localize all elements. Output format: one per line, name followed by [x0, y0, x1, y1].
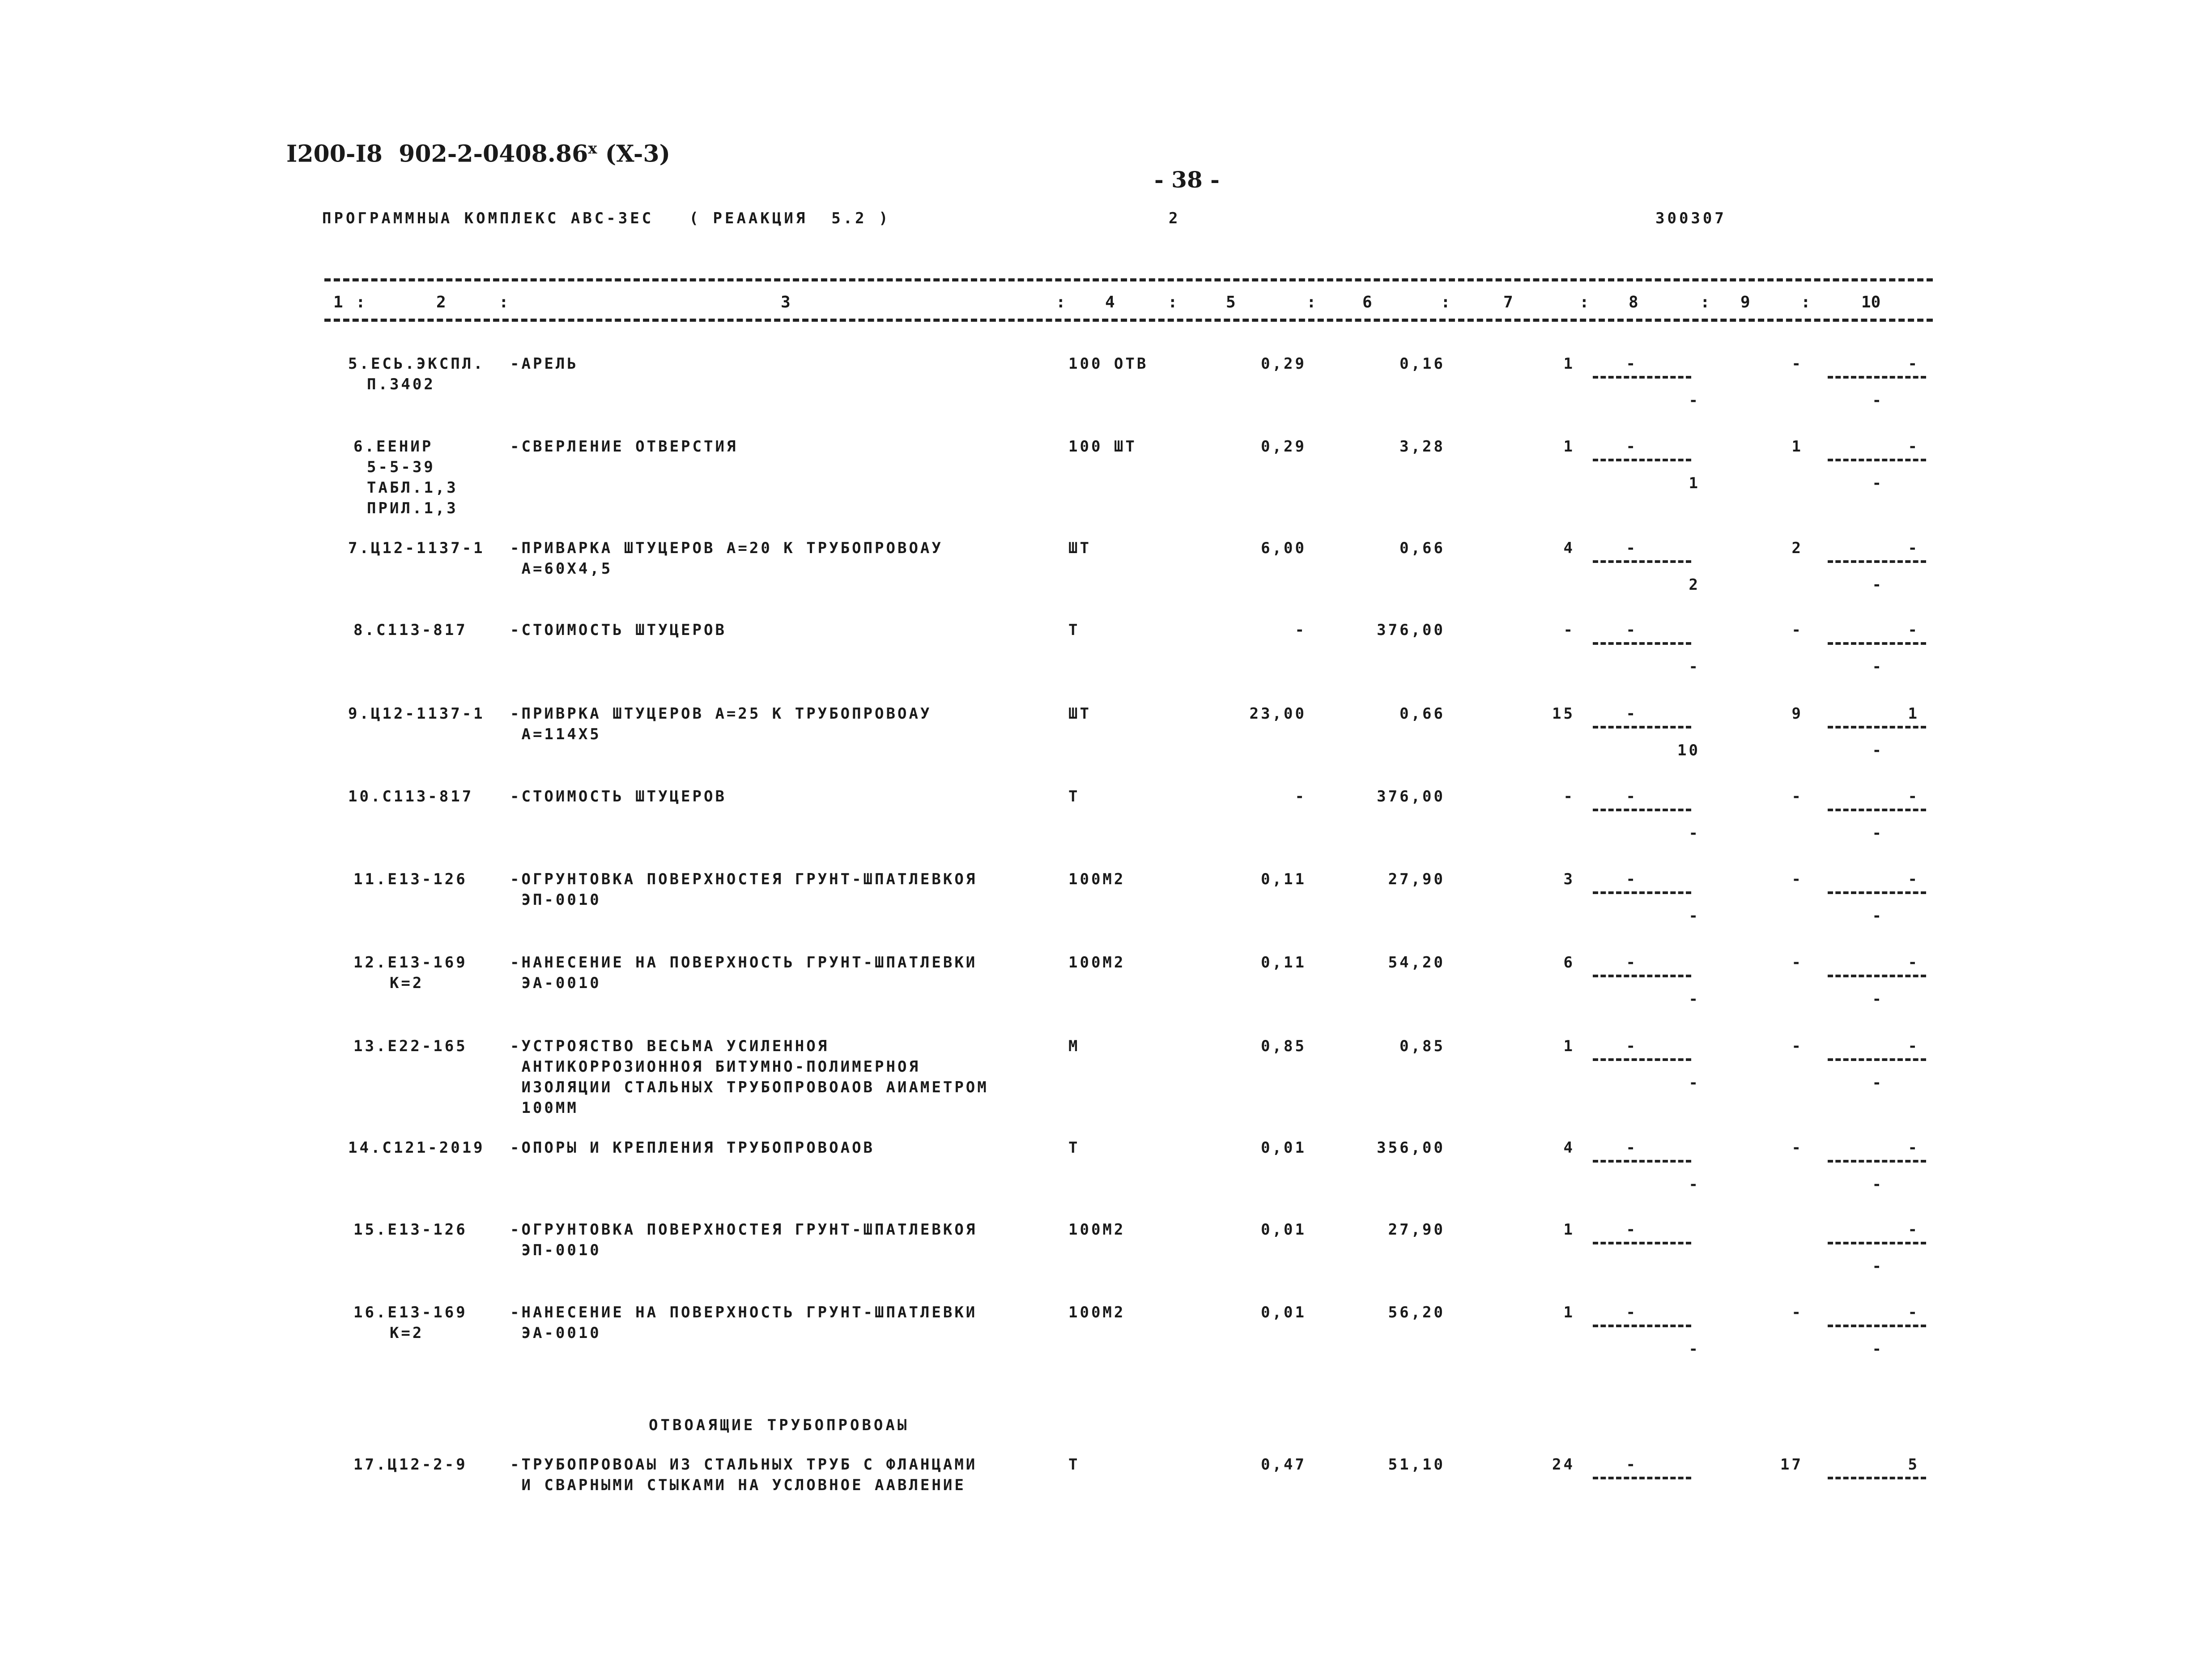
row-quantity: 6,00 — [1261, 539, 1306, 557]
row-col7: 3 — [1563, 870, 1575, 888]
row-col7: 4 — [1563, 1139, 1575, 1157]
row-col8-bottom: - — [1689, 658, 1700, 676]
row-col10-top: - — [1908, 1304, 1919, 1321]
row-code: 17.Ц12-2-9 — [353, 1456, 468, 1474]
document-number: 300307 — [1655, 209, 1727, 227]
row-description: -СТОИМОСТЬ ШТУЦЕРОВ — [510, 788, 727, 805]
row-col9: - — [1791, 954, 1803, 971]
row-unit: ШТ — [1068, 705, 1091, 723]
row-code: 11.Е13-126 — [353, 870, 468, 888]
row-col9: - — [1791, 621, 1803, 639]
row-col7: 15 — [1552, 705, 1575, 723]
row-col8-bottom: - — [1689, 1176, 1700, 1193]
row-description: -ОГРУНТОВКА ПОВЕРХНОСТЕЯ ГРУНТ-ШПАТЛЕВКОЯ ЭП-0010 — [510, 870, 978, 909]
row-col10-bottom: - — [1872, 1176, 1884, 1193]
column-number: 1 — [333, 293, 343, 311]
row-quantity: 0,29 — [1261, 355, 1306, 373]
row-col10-top: - — [1908, 870, 1919, 888]
row-col9: 9 — [1791, 705, 1803, 723]
row-unit-price: 27,90 — [1388, 870, 1445, 888]
row-col8-divider — [1593, 1325, 1691, 1327]
row-quantity: - — [1295, 621, 1306, 639]
row-col8-bottom: - — [1689, 1074, 1700, 1092]
page-index: 2 — [1169, 209, 1181, 227]
row-col10-top: - — [1908, 1139, 1919, 1157]
row-unit: ШТ — [1068, 539, 1091, 557]
row-col10-bottom: - — [1872, 576, 1884, 594]
row-col10-divider — [1828, 809, 1926, 811]
row-code: 8.С113-817 — [353, 621, 468, 639]
column-separator: : — [356, 293, 366, 311]
row-unit-price: 356,00 — [1377, 1139, 1445, 1157]
row-description: -СВЕРЛЕНИЕ ОТВЕРСТИЯ — [510, 438, 738, 456]
row-col10-bottom: - — [1872, 824, 1884, 842]
row-col10-bottom: - — [1872, 474, 1884, 492]
row-unit: Т — [1068, 621, 1080, 639]
row-description: -НАНЕСЕНИЕ НА ПОВЕРХНОСТЬ ГРУНТ-ШПАТЛЕВКИ ЭА-0010 — [510, 954, 978, 992]
row-col10-top: - — [1908, 788, 1919, 805]
row-col8-divider — [1593, 1477, 1691, 1479]
row-code: 9.Ц12-1137-1 — [348, 705, 485, 723]
row-col10-top: - — [1908, 1221, 1919, 1239]
row-col8-divider — [1593, 726, 1691, 729]
column-number: 7 — [1503, 293, 1513, 311]
column-separator: : — [1306, 293, 1316, 311]
column-number: 9 — [1740, 293, 1750, 311]
row-unit: Т — [1068, 1139, 1080, 1157]
column-number: 8 — [1629, 293, 1638, 311]
row-quantity: - — [1295, 788, 1306, 805]
row-code: 12.Е13-169 — [353, 954, 468, 971]
row-col9: - — [1791, 1037, 1803, 1055]
row-col7: 1 — [1563, 1304, 1575, 1321]
row-unit-price: 0,66 — [1400, 539, 1445, 557]
row-code: 13.Е22-165 — [353, 1037, 468, 1055]
row-col10-top: - — [1908, 1037, 1919, 1055]
row-col8-bottom: 2 — [1689, 576, 1700, 594]
row-col8-divider — [1593, 376, 1691, 379]
row-col10-bottom: - — [1872, 1340, 1884, 1358]
row-col8-top: - — [1626, 355, 1638, 373]
row-quantity: 0,01 — [1261, 1221, 1306, 1239]
column-number: 3 — [781, 293, 791, 311]
row-col8-top: - — [1626, 539, 1638, 557]
row-col8-divider — [1593, 1160, 1691, 1163]
row-col10-top: - — [1908, 539, 1919, 557]
row-col8-divider — [1593, 891, 1691, 894]
row-col7: - — [1563, 621, 1575, 639]
row-col10-divider — [1828, 459, 1926, 461]
row-col9: 1 — [1791, 438, 1803, 456]
row-col8-top: - — [1626, 954, 1638, 971]
row-unit-price: 376,00 — [1377, 788, 1445, 805]
row-description: -ОПОРЫ И КРЕПЛЕНИЯ ТРУБОПРОВОАОВ — [510, 1139, 875, 1157]
row-col9: - — [1791, 1139, 1803, 1157]
row-description: -ПРИВАРКА ШТУЦЕРОВ А=20 К ТРУБОПРОВОАУ А=60Х4,5 — [510, 539, 943, 578]
row-col8-divider — [1593, 560, 1691, 563]
row-code-reference: П.3402 — [367, 375, 435, 393]
row-unit-price: 56,20 — [1388, 1304, 1445, 1321]
row-quantity: 0,47 — [1261, 1456, 1306, 1474]
row-quantity: 23,00 — [1249, 705, 1306, 723]
row-unit: М — [1068, 1037, 1080, 1055]
row-unit-price: 54,20 — [1388, 954, 1445, 971]
column-number: 6 — [1362, 293, 1372, 311]
row-col8-top: - — [1626, 1456, 1638, 1474]
row-col9: - — [1791, 788, 1803, 805]
row-col8-bottom: - — [1689, 907, 1700, 925]
row-col8-top: - — [1626, 870, 1638, 888]
row-col8-bottom: 1 — [1689, 474, 1700, 492]
row-col8-bottom: - — [1689, 990, 1700, 1008]
row-description: -АРЕЛЬ — [510, 355, 579, 373]
row-description: -УСТРОЯСТВО ВЕСЬМА УСИЛЕННОЯ АНТИКОРРОЗИОННОЯ БИТУМНО-ПОЛИМЕРНОЯ ИЗОЛЯЦИИ СТАЛЬНЫХ ТРУБОПРОВОАОВ АИАМЕТРОМ 100ММ — [510, 1037, 989, 1117]
page-number: - 38 - — [1154, 166, 1220, 193]
row-unit: 100М2 — [1068, 870, 1126, 888]
row-col10-divider — [1828, 1160, 1926, 1163]
column-number: 10 — [1861, 293, 1881, 311]
row-col9: 2 — [1791, 539, 1803, 557]
header-rule-bottom — [324, 319, 1933, 322]
row-col8-divider — [1593, 642, 1691, 645]
row-code: 15.Е13-126 — [353, 1221, 468, 1239]
row-quantity: 0,11 — [1261, 954, 1306, 971]
row-col7: 1 — [1563, 438, 1575, 456]
row-col8-divider — [1593, 459, 1691, 461]
row-quantity: 0,01 — [1261, 1139, 1306, 1157]
row-unit: Т — [1068, 788, 1080, 805]
row-col8-top: - — [1626, 788, 1638, 805]
row-description: -СТОИМОСТЬ ШТУЦЕРОВ — [510, 621, 727, 639]
column-separator: : — [499, 293, 509, 311]
row-col10-bottom: - — [1872, 907, 1884, 925]
header-rule-top — [324, 278, 1933, 281]
row-code-reference: К=2 — [367, 974, 424, 992]
row-description: -ПРИВРКА ШТУЦЕРОВ А=25 К ТРУБОПРОВОАУ А=114Х5 — [510, 705, 932, 743]
row-code: 6.ЕЕНИР — [353, 438, 434, 456]
row-unit: 100М2 — [1068, 1221, 1126, 1239]
program-title: ПРОГРАММНЫА КОМПЛЕКС АВС-3ЕС ( РЕААКЦИЯ 5.2 ) — [322, 209, 891, 227]
row-col8-top: - — [1626, 705, 1638, 723]
row-col8-top: - — [1626, 438, 1638, 456]
row-col10-bottom: - — [1872, 741, 1884, 759]
column-separator: : — [1700, 293, 1710, 311]
row-col10-top: - — [1908, 621, 1919, 639]
row-unit: 100 ОТВ — [1068, 355, 1149, 373]
row-col10-bottom: - — [1872, 990, 1884, 1008]
row-col10-bottom: - — [1872, 392, 1884, 409]
row-unit-price: 27,90 — [1388, 1221, 1445, 1239]
row-unit-price: 0,16 — [1400, 355, 1445, 373]
row-col10-bottom: - — [1872, 1257, 1884, 1275]
row-unit-price: 51,10 — [1388, 1456, 1445, 1474]
row-col8-bottom: - — [1689, 392, 1700, 409]
row-col8-top: - — [1626, 1139, 1638, 1157]
row-code-reference: 5-5-39 ТАБЛ.1,3 ПРИЛ.1,3 — [367, 458, 458, 517]
column-number: 5 — [1226, 293, 1236, 311]
row-col8-bottom: - — [1689, 824, 1700, 842]
section-title: ОТВОАЯЩИЕ ТРУБОПРОВОАЫ — [649, 1416, 910, 1434]
row-col8-bottom: 10 — [1677, 741, 1700, 759]
row-col10-divider — [1828, 1058, 1926, 1061]
row-col10-top: 1 — [1908, 705, 1919, 723]
row-unit: 100М2 — [1068, 954, 1126, 971]
column-separator: : — [1801, 293, 1811, 311]
row-col8-divider — [1593, 975, 1691, 977]
row-unit: Т — [1068, 1456, 1080, 1474]
row-col10-top: - — [1908, 954, 1919, 971]
row-col9: - — [1791, 870, 1803, 888]
row-col10-divider — [1828, 975, 1926, 977]
row-col8-top: - — [1626, 1037, 1638, 1055]
row-col9: - — [1791, 355, 1803, 373]
row-col10-top: - — [1908, 355, 1919, 373]
row-col7: 1 — [1563, 1221, 1575, 1239]
row-col10-bottom: - — [1872, 1074, 1884, 1092]
row-description: -НАНЕСЕНИЕ НА ПОВЕРХНОСТЬ ГРУНТ-ШПАТЛЕВКИ ЭА-0010 — [510, 1304, 978, 1342]
row-code: 14.С121-2019 — [348, 1139, 485, 1157]
row-quantity: 0,85 — [1261, 1037, 1306, 1055]
row-col8-divider — [1593, 1058, 1691, 1061]
row-description: -ОГРУНТОВКА ПОВЕРХНОСТЕЯ ГРУНТ-ШПАТЛЕВКОЯ ЭП-0010 — [510, 1221, 978, 1259]
row-quantity: 0,29 — [1261, 438, 1306, 456]
row-unit-price: 0,85 — [1400, 1037, 1445, 1055]
row-col10-divider — [1828, 1242, 1926, 1244]
row-col8-divider — [1593, 809, 1691, 811]
row-col10-top: 5 — [1908, 1456, 1919, 1474]
column-number: 2 — [436, 293, 446, 311]
row-code: 16.Е13-169 — [353, 1304, 468, 1321]
row-col7: 1 — [1563, 355, 1575, 373]
row-col9: 17 — [1780, 1456, 1803, 1474]
row-col10-divider — [1828, 1325, 1926, 1327]
row-col7: 1 — [1563, 1037, 1575, 1055]
row-col10-divider — [1828, 1477, 1926, 1479]
row-code-reference: К=2 — [367, 1324, 424, 1342]
row-unit-price: 376,00 — [1377, 621, 1445, 639]
row-col8-top: - — [1626, 621, 1638, 639]
row-quantity: 0,11 — [1261, 870, 1306, 888]
row-col7: 4 — [1563, 539, 1575, 557]
row-unit-price: 3,28 — [1400, 438, 1445, 456]
row-col10-divider — [1828, 376, 1926, 379]
row-col10-divider — [1828, 642, 1926, 645]
row-col10-divider — [1828, 726, 1926, 729]
row-col10-top: - — [1908, 438, 1919, 456]
column-number: 4 — [1105, 293, 1115, 311]
row-col8-divider — [1593, 1242, 1691, 1244]
row-col10-divider — [1828, 560, 1926, 563]
document-code: I200-I8 902-2-0408.86$^x$ (X-3) — [286, 140, 671, 168]
row-quantity: 0,01 — [1261, 1304, 1306, 1321]
column-separator: : — [1056, 293, 1066, 311]
row-col9: - — [1791, 1304, 1803, 1321]
row-code: 7.Ц12-1137-1 — [348, 539, 485, 557]
row-col8-top: - — [1626, 1221, 1638, 1239]
row-code: 10.С113-817 — [348, 788, 474, 805]
row-col7: 24 — [1552, 1456, 1575, 1474]
row-description: -ТРУБОПРОВОАЫ ИЗ СТАЛЬНЫХ ТРУБ С ФЛАНЦАМИ И СВАРНЫМИ СТЫКАМИ НА УСЛОВНОЕ ААВЛЕНИЕ — [510, 1456, 978, 1494]
row-unit: 100 ШТ — [1068, 438, 1137, 456]
column-separator: : — [1441, 293, 1451, 311]
row-col8-bottom: - — [1689, 1340, 1700, 1358]
row-col7: - — [1563, 788, 1575, 805]
row-code: 5.ЕСЬ.ЭКСПЛ. — [348, 355, 485, 373]
row-col10-divider — [1828, 891, 1926, 894]
row-col8-top: - — [1626, 1304, 1638, 1321]
column-separator: : — [1168, 293, 1178, 311]
column-separator: : — [1579, 293, 1589, 311]
row-unit: 100М2 — [1068, 1304, 1126, 1321]
row-col7: 6 — [1563, 954, 1575, 971]
row-unit-price: 0,66 — [1400, 705, 1445, 723]
row-col10-bottom: - — [1872, 658, 1884, 676]
